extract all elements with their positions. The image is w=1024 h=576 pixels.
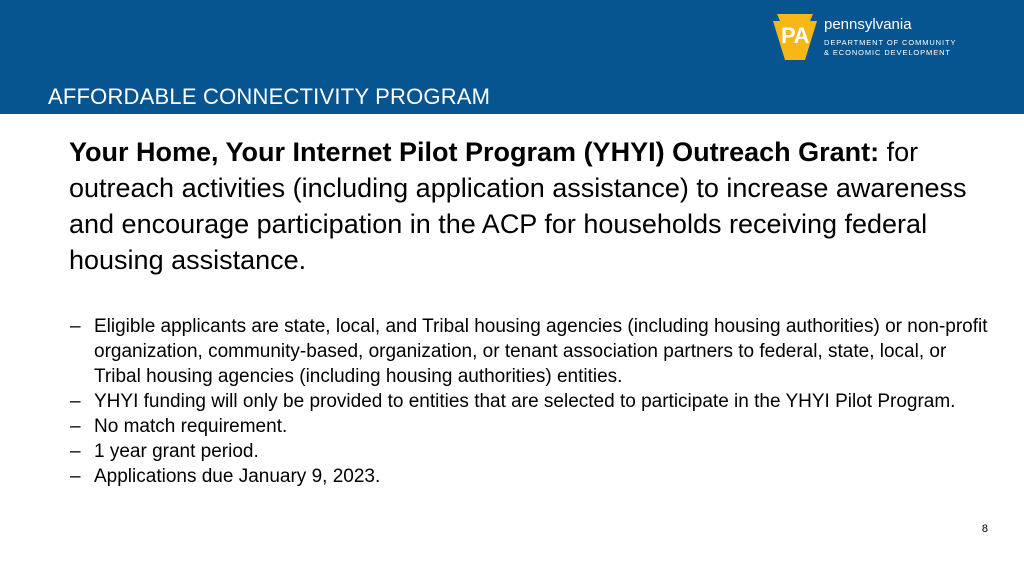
logo-department-line1: DEPARTMENT OF COMMUNITY [824,38,957,47]
bullet-marker: – [70,441,81,462]
logo-department [824,38,974,58]
bullet-marker: – [70,316,81,337]
bullet-text: Applications due January 9, 2023. [94,466,381,487]
bullet-marker: – [70,416,81,437]
lead-paragraph [69,134,989,278]
list-item [70,464,990,489]
header-banner [0,0,1024,114]
bullet-list [70,314,990,489]
lead-description: for outreach activities (including application assistance) to increase awareness and encourage participation in the ACP for households receiving federal housing assistance. [69,137,967,275]
bullet-text: YHYI funding will only be provided to entities that are selected to participate in the YHYI Pilot Program. [94,391,956,412]
list-item [70,389,990,414]
bullet-marker: – [70,391,81,412]
page-number: 8 [981,523,988,535]
logo-mark: PA [781,23,809,48]
list-item [70,314,990,389]
bullet-text: No match requirement. [94,416,288,437]
lead-title: Your Home, Your Internet Pilot Program (YHYI) Outreach Grant: [69,137,880,167]
bullet-text: 1 year grant period. [94,441,259,462]
pa-dced-logo [771,14,971,60]
bullet-text: Eligible applicants are state, local, and Tribal housing agencies (including housing authorities) or non-profit organization, community-based, organization, or tenant association partners to federal, state, local, or Tribal housing agencies (including housing authorities) entities. [94,316,988,387]
section-title: AFFORDABLE CONNECTIVITY PROGRAM [48,84,491,109]
logo-department-line2: & ECONOMIC DEVELOPMENT [824,48,951,57]
logo-state-name: pennsylvania [824,16,912,33]
bullet-marker: – [70,466,81,487]
list-item [70,439,990,464]
list-item [70,414,990,439]
